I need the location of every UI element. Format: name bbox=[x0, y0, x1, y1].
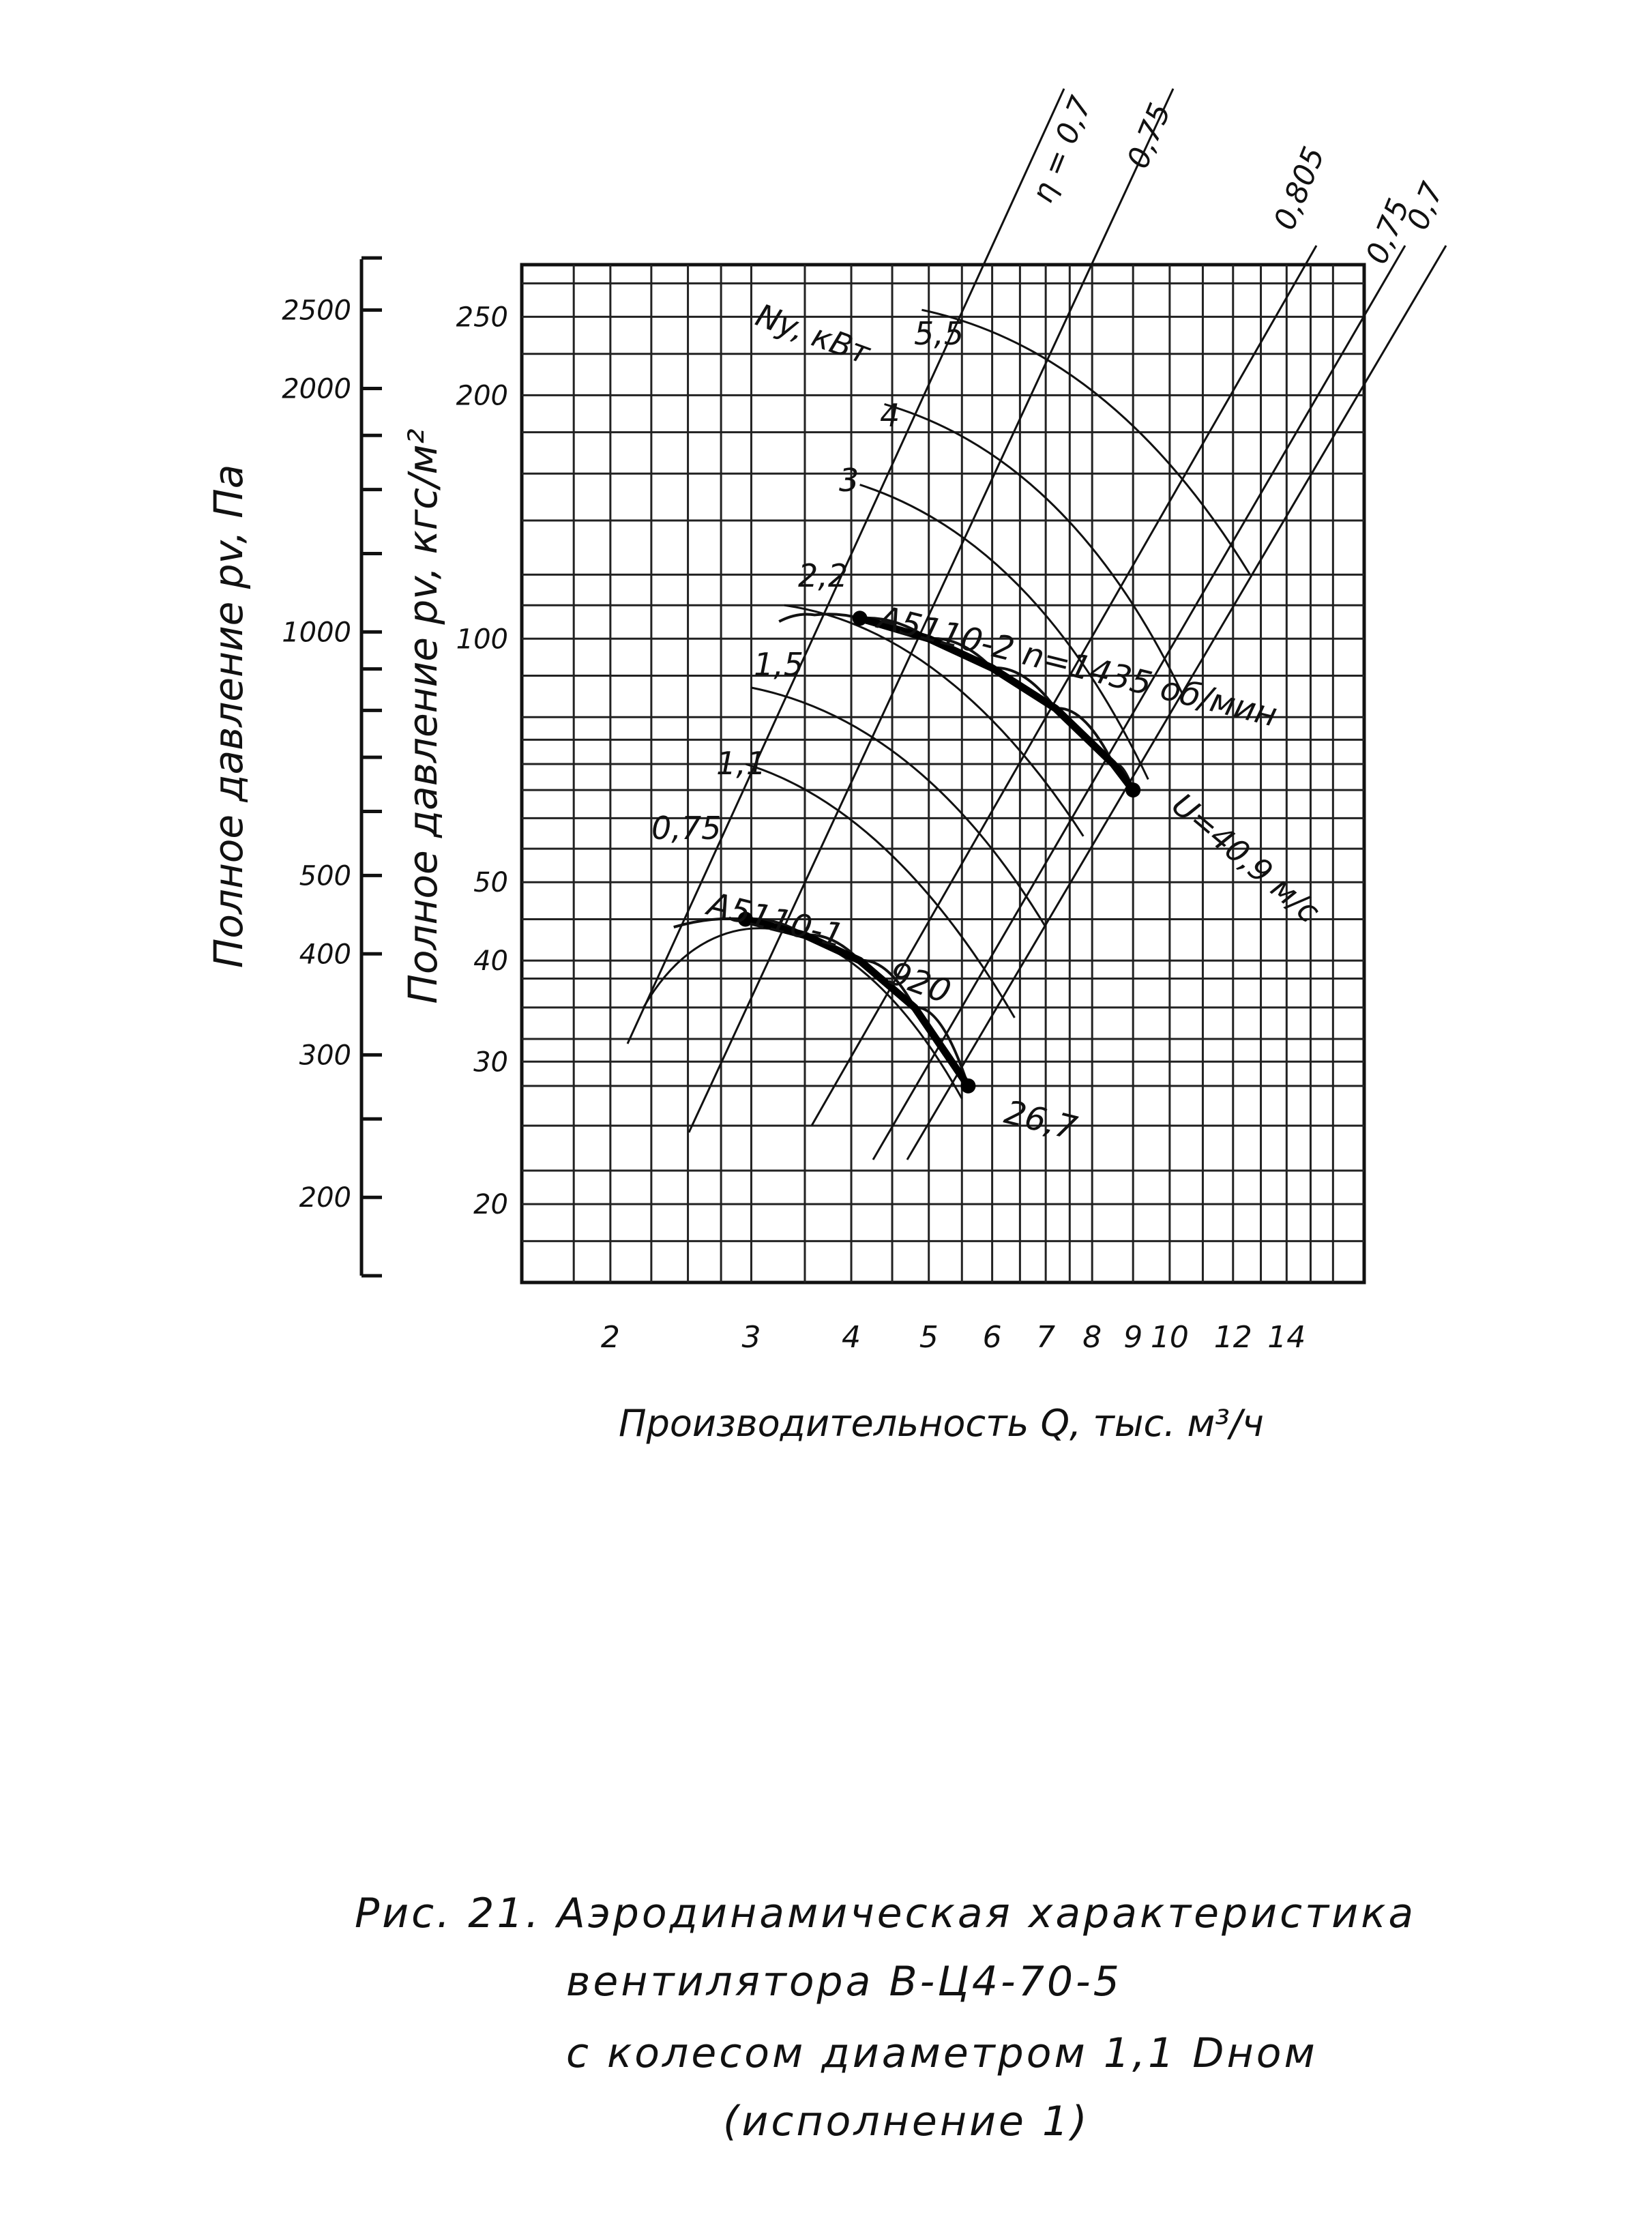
series-speed-value-a5110-1: 26,7 bbox=[1001, 1093, 1081, 1148]
x-tick-label: 12 bbox=[1213, 1320, 1252, 1355]
y-tick-label-kgf: 200 bbox=[456, 380, 508, 412]
plot-frame bbox=[522, 265, 1364, 1282]
y-tick-label-pa: 200 bbox=[299, 1182, 351, 1214]
y-tick-label-pa: 400 bbox=[299, 939, 351, 971]
x-tick-label: 8 bbox=[1082, 1320, 1102, 1355]
power-curve-label: 0,75 bbox=[651, 810, 722, 847]
power-curve-label: 4 bbox=[880, 397, 900, 434]
power-curve-label: 1,1 bbox=[716, 745, 767, 782]
efficiency-label: 0,805 bbox=[1267, 142, 1332, 235]
y-tick-label-kgf: 40 bbox=[473, 945, 508, 978]
y-tick-label-kgf: 250 bbox=[456, 302, 508, 334]
series-label-a5110-2: А5110-2 n=1435 об/мин bbox=[874, 598, 1281, 735]
chart-grid bbox=[362, 258, 1364, 1282]
power-curve-label: 2,2 bbox=[798, 557, 849, 594]
power-units-label: Ny, кВт bbox=[751, 296, 875, 372]
y-tick-label-pa: 1000 bbox=[282, 617, 351, 649]
power-curve bbox=[751, 688, 1046, 927]
series-label-a5110-1: А5110-1 bbox=[704, 885, 848, 956]
y-tick-label-pa: 300 bbox=[299, 1040, 351, 1072]
power-curve-label: 5,5 bbox=[914, 315, 964, 352]
power-curve-label: 1,5 bbox=[754, 646, 804, 683]
efficiency-label: 0,7 bbox=[1400, 177, 1451, 235]
efficiency-label: 0,75 bbox=[1120, 98, 1178, 174]
y-axis-label-kgf: Полное давление pv, кгс/м² bbox=[400, 428, 446, 1004]
working-range-start-point bbox=[853, 611, 868, 626]
x-tick-label: 14 bbox=[1267, 1320, 1306, 1355]
y-axis-label-pa: Полное давление pv, Па bbox=[205, 464, 252, 969]
x-tick-label: 3 bbox=[741, 1320, 761, 1355]
series-speed-label-a5110-2: U=40,9 м/с bbox=[1164, 786, 1327, 930]
x-tick-label: 6 bbox=[982, 1320, 1002, 1355]
caption-line-2: вентилятора В-Ц4-70-5 bbox=[566, 1958, 1122, 2006]
x-tick-label: 10 bbox=[1150, 1320, 1189, 1355]
y-tick-label-pa: 2500 bbox=[282, 295, 351, 327]
power-curve-label: 3 bbox=[839, 462, 859, 499]
y-tick-label-pa: 2000 bbox=[282, 373, 351, 405]
x-tick-label: 2 bbox=[600, 1320, 620, 1355]
y-tick-label-kgf: 20 bbox=[473, 1189, 508, 1221]
x-tick-label: 5 bbox=[919, 1320, 939, 1355]
x-tick-label: 7 bbox=[1036, 1320, 1056, 1355]
caption-line-4: (исполнение 1) bbox=[723, 2098, 1090, 2145]
caption-line-1: Рис. 21. Аэродинамическая характеристика bbox=[355, 1890, 1417, 1937]
y-tick-label-kgf: 50 bbox=[473, 867, 508, 899]
working-range-end-point bbox=[960, 1079, 975, 1094]
y-tick-label-kgf: 100 bbox=[456, 624, 508, 656]
efficiency-label: η = 0,7 bbox=[1024, 91, 1100, 208]
efficiency-line bbox=[812, 246, 1316, 1126]
efficiency-line bbox=[873, 246, 1405, 1160]
x-tick-label: 9 bbox=[1123, 1320, 1143, 1355]
caption-line-3: с колесом диаметром 1,1 Dном bbox=[566, 2029, 1318, 2077]
x-axis-label: Производительность Q, тыс. м³/ч bbox=[619, 1402, 1264, 1445]
y-tick-label-kgf: 30 bbox=[473, 1046, 508, 1079]
efficiency-label: 0,75 bbox=[1359, 194, 1417, 269]
y-tick-label-pa: 500 bbox=[299, 860, 351, 892]
x-tick-label: 4 bbox=[842, 1320, 861, 1355]
working-range-end-point bbox=[1125, 782, 1140, 797]
series-speed-label-a5110-1: 920 bbox=[883, 954, 956, 1012]
